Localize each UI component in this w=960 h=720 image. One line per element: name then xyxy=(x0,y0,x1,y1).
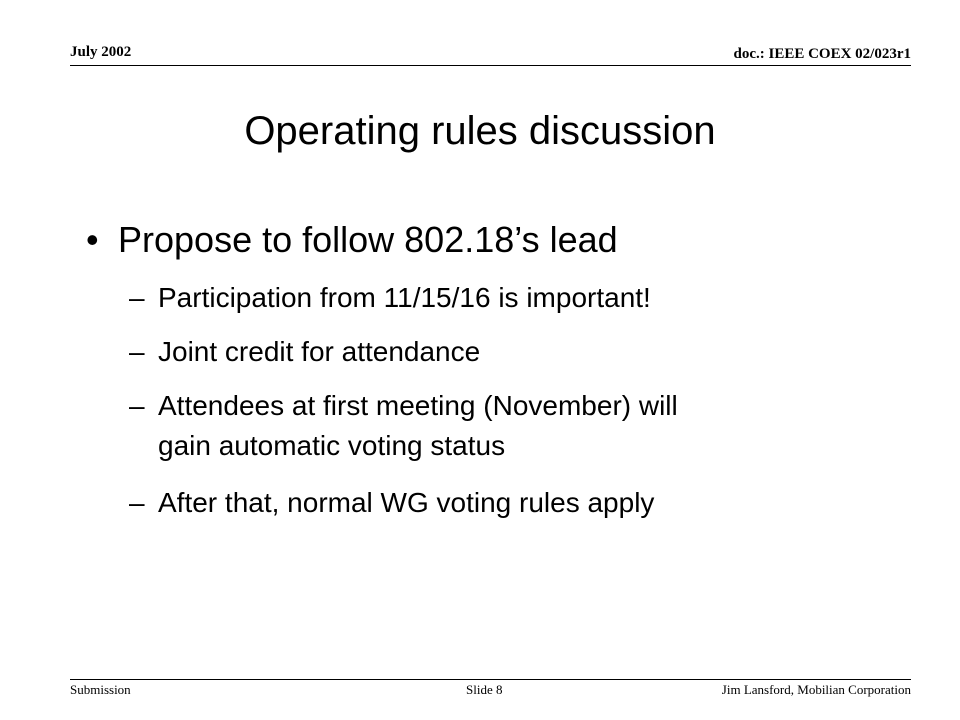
header-date: July 2002 xyxy=(70,44,132,60)
sub-item-marker: – xyxy=(129,390,145,421)
footer-slide-number: Slide 8 xyxy=(466,682,503,697)
bullet-marker: • xyxy=(86,219,99,260)
footer-author: Jim Lansford, Mobilian Corporation xyxy=(721,682,911,697)
sub-item-marker: – xyxy=(129,336,145,367)
sub-item-joint-credit: Joint credit for attendance xyxy=(158,336,481,367)
header-doc-id: doc.: IEEE COEX 02/023r1 xyxy=(733,46,911,62)
slide-title: Operating rules discussion xyxy=(244,109,716,153)
sub-item-marker: – xyxy=(129,487,145,518)
sub-item-after-that: After that, normal WG voting rules apply xyxy=(158,487,655,518)
footer-submission: Submission xyxy=(70,682,131,697)
header-divider xyxy=(70,65,911,66)
bullet-text: Propose to follow 802.18’s lead xyxy=(118,219,618,260)
footer-divider xyxy=(70,679,911,680)
sub-item-attendees-line2: gain automatic voting status xyxy=(158,430,506,461)
sub-item-attendees-line1: Attendees at first meeting (November) will xyxy=(158,390,678,421)
sub-item-marker: – xyxy=(129,282,145,313)
sub-item-participation: Participation from 11/15/16 is important! xyxy=(158,282,651,313)
